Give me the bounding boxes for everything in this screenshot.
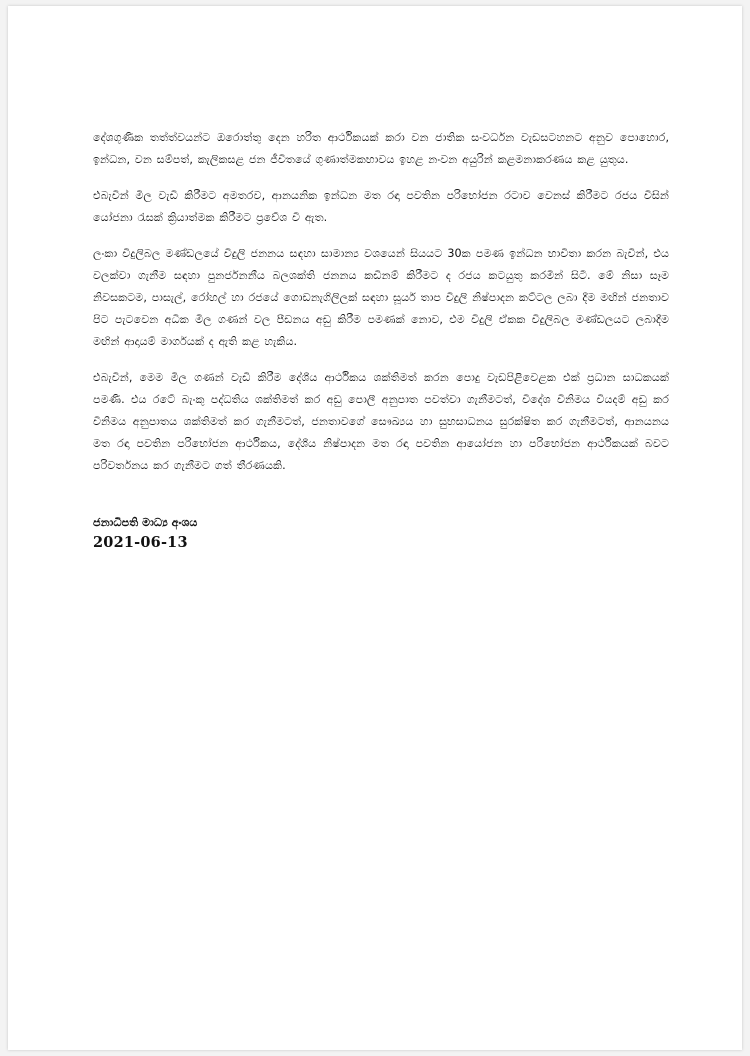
- paragraph-4: එබැවින්, මෙම මිල ගණන් වැඩි කිරීම දේශීය ආර්ථිකය ශක්තිමත් කරන පොදු වැඩපිළිවෙළක එක් ප්‍රධාන සාධකයක් පමණි. එය රටේ බැංකු පද්ධතිය ශක්තිමත් කර අඩු පොලී අනුපාත පවත්වා ගැනීමටත්, විදේශ විනිමය වියදම් අඩු කර විනිමය අනුපාතය ශක්තිමත් කර ගැනීමටත්, ජනතාවගේ සෞඛ්‍යය හා සුභසාධනය සුරක්ෂිත කර ගැනීමටත්, ආනයනය මත රඳා පවතින පරිභෝජන ආර්ථිකය, දේශීය නිෂ්පාදන මත රඳා පවතින ආයෝජන හා පරිභෝජන ආර්ථිකයක් බවට පරිවර්තනය කර ගැනීමට ගත් තීරණයකි.: [93, 371, 669, 472]
- document-body: [93, 127, 669, 553]
- paragraph-2: එබැවින් මිල වැඩි කිරීමට අමතරව, ආනයනික ඉන්ධන මත රඳා පවතින පරිභෝජන රටාව වෙනස් කිරීමට රජය විසින් යෝජනා රැසක් ක්‍රියාත්මක කිරීමට ප්‍රවේශ වී ඇත.: [93, 189, 669, 224]
- paragraph-1: දේශගුණික තත්ත්වයන්ට ඔරොත්තු දෙන හරිත ආර්ථිකයක් කරා වන ජාතික සංවර්ධන වැඩසටහනට අනුව පොහොර, ඉන්ධන, වන සම්පත්, කැලිකසළ ජන ජීවිතයේ ගුණාත්මකභාවය ඉහළ නංවන අයුරින් කළමනාකරණය කළ යුතුය.: [93, 131, 669, 166]
- document-page: [8, 6, 742, 1050]
- document-date: 2021-06-13: [93, 534, 188, 551]
- signature-issuer: ජනාධිපති මාධ්‍ය අංශය: [93, 516, 198, 529]
- paragraph-3: ලංකා විදුලිබල මණ්ඩලයේ විදුලි ජනනය සඳහා සාමාන්‍ය වශයෙන් සියයට 30ක පමණ ඉන්ධන භාවිතා කරන බැවින්, එය වලක්වා ගැනීම සඳහා පුනර්ජනනීය බලශක්ති ජනනය කඩිනම් කිරීමට ද රජය කටයුතු කරමින් සිටී. මේ නිසා සෑම නිවසකටම, පාසැල්, රෝහල් හා රජයේ ගොඩනැගිලිලක් සඳහා සූර්ය තාප විදුලි නිෂ්පාදන කට්ටල ලබා දීම මඟින් ජනතාව පිට පැටවෙන අධික මිල ගණන් වල පීඩනය අඩු කිරීම පමණක් නොව, එම විදුලි ඒකක විදුලිබල මණ්ඩලයට ලබාදීම මඟින් ආදායම් මාර්ගයක් ද ඇති කළ හැකිය.: [93, 247, 669, 348]
